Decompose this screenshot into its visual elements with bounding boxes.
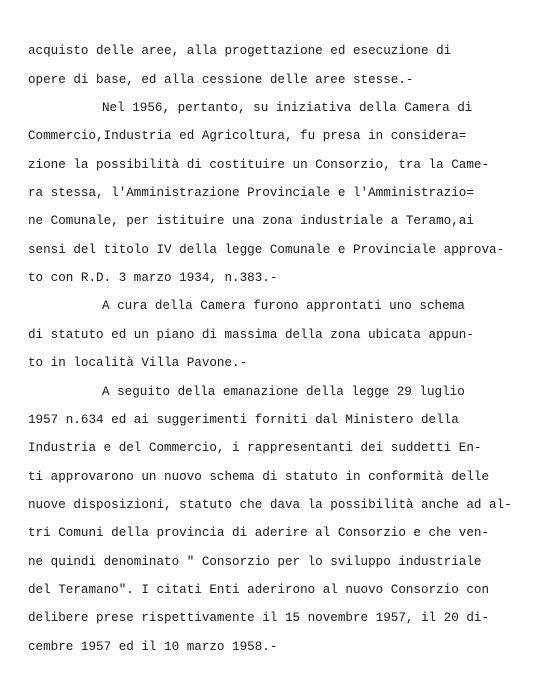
text-line: acquisto delle aree, alla progettazione ed esecuzione di: [28, 44, 452, 58]
text-line: A cura della Camera furono approntati uno schema: [102, 299, 465, 313]
text-line: to in località Villa Pavone.-: [28, 356, 248, 370]
text-line: del Teramano". I citati Enti aderirono al nuovo Consorzio con: [28, 583, 490, 597]
text-line: Commercio,Industria ed Agricoltura, fu presa in considera=: [28, 129, 467, 143]
text-line: di statuto ed un piano di massima della zona ubicata appun-: [28, 328, 474, 342]
text-line: ne quindi denominato " Consorzio per lo sviluppo industriale: [28, 555, 482, 569]
text-line: zione la possibilità di costituire un Consorzio, tra la Came-: [28, 158, 490, 172]
text-line: A seguito della emanazione della legge 29 luglio: [102, 385, 465, 399]
text-line: 1957 n.634 ed ai suggerimenti forniti dal Ministero della: [28, 413, 459, 427]
text-line: Nel 1956, pertanto, su iniziativa della Camera di: [102, 101, 473, 115]
text-line: nuove disposizioni, statuto che dava la possibilità anche ad al-: [28, 498, 512, 512]
text-line: to con R.D. 3 marzo 1934, n.383.-: [28, 271, 278, 285]
text-line: cembre 1957 ed il 10 marzo 1958.-: [28, 640, 278, 654]
text-line: Industria e del Commercio, i rappresentanti dei suddetti En-: [28, 441, 482, 455]
text-line: ne Comunale, per istituire una zona industriale a Teramo,ai: [28, 214, 474, 228]
text-line: ti approvarono un nuovo schema di statuto in conformità delle: [28, 470, 490, 484]
text-line: tri Comuni della provincia di aderire al Consorzio e che ven-: [28, 526, 490, 540]
text-line: delibere prese rispettivamente il 15 novembre 1957, il 20 di-: [28, 611, 490, 625]
text-line: sensi del titolo IV della legge Comunale e Provinciale approva-: [28, 243, 505, 257]
text-line: opere di base, ed alla cessione delle aree stesse.-: [28, 73, 414, 87]
text-line: ra stessa, l'Amministrazione Provinciale e l'Amministrazio=: [28, 186, 474, 200]
